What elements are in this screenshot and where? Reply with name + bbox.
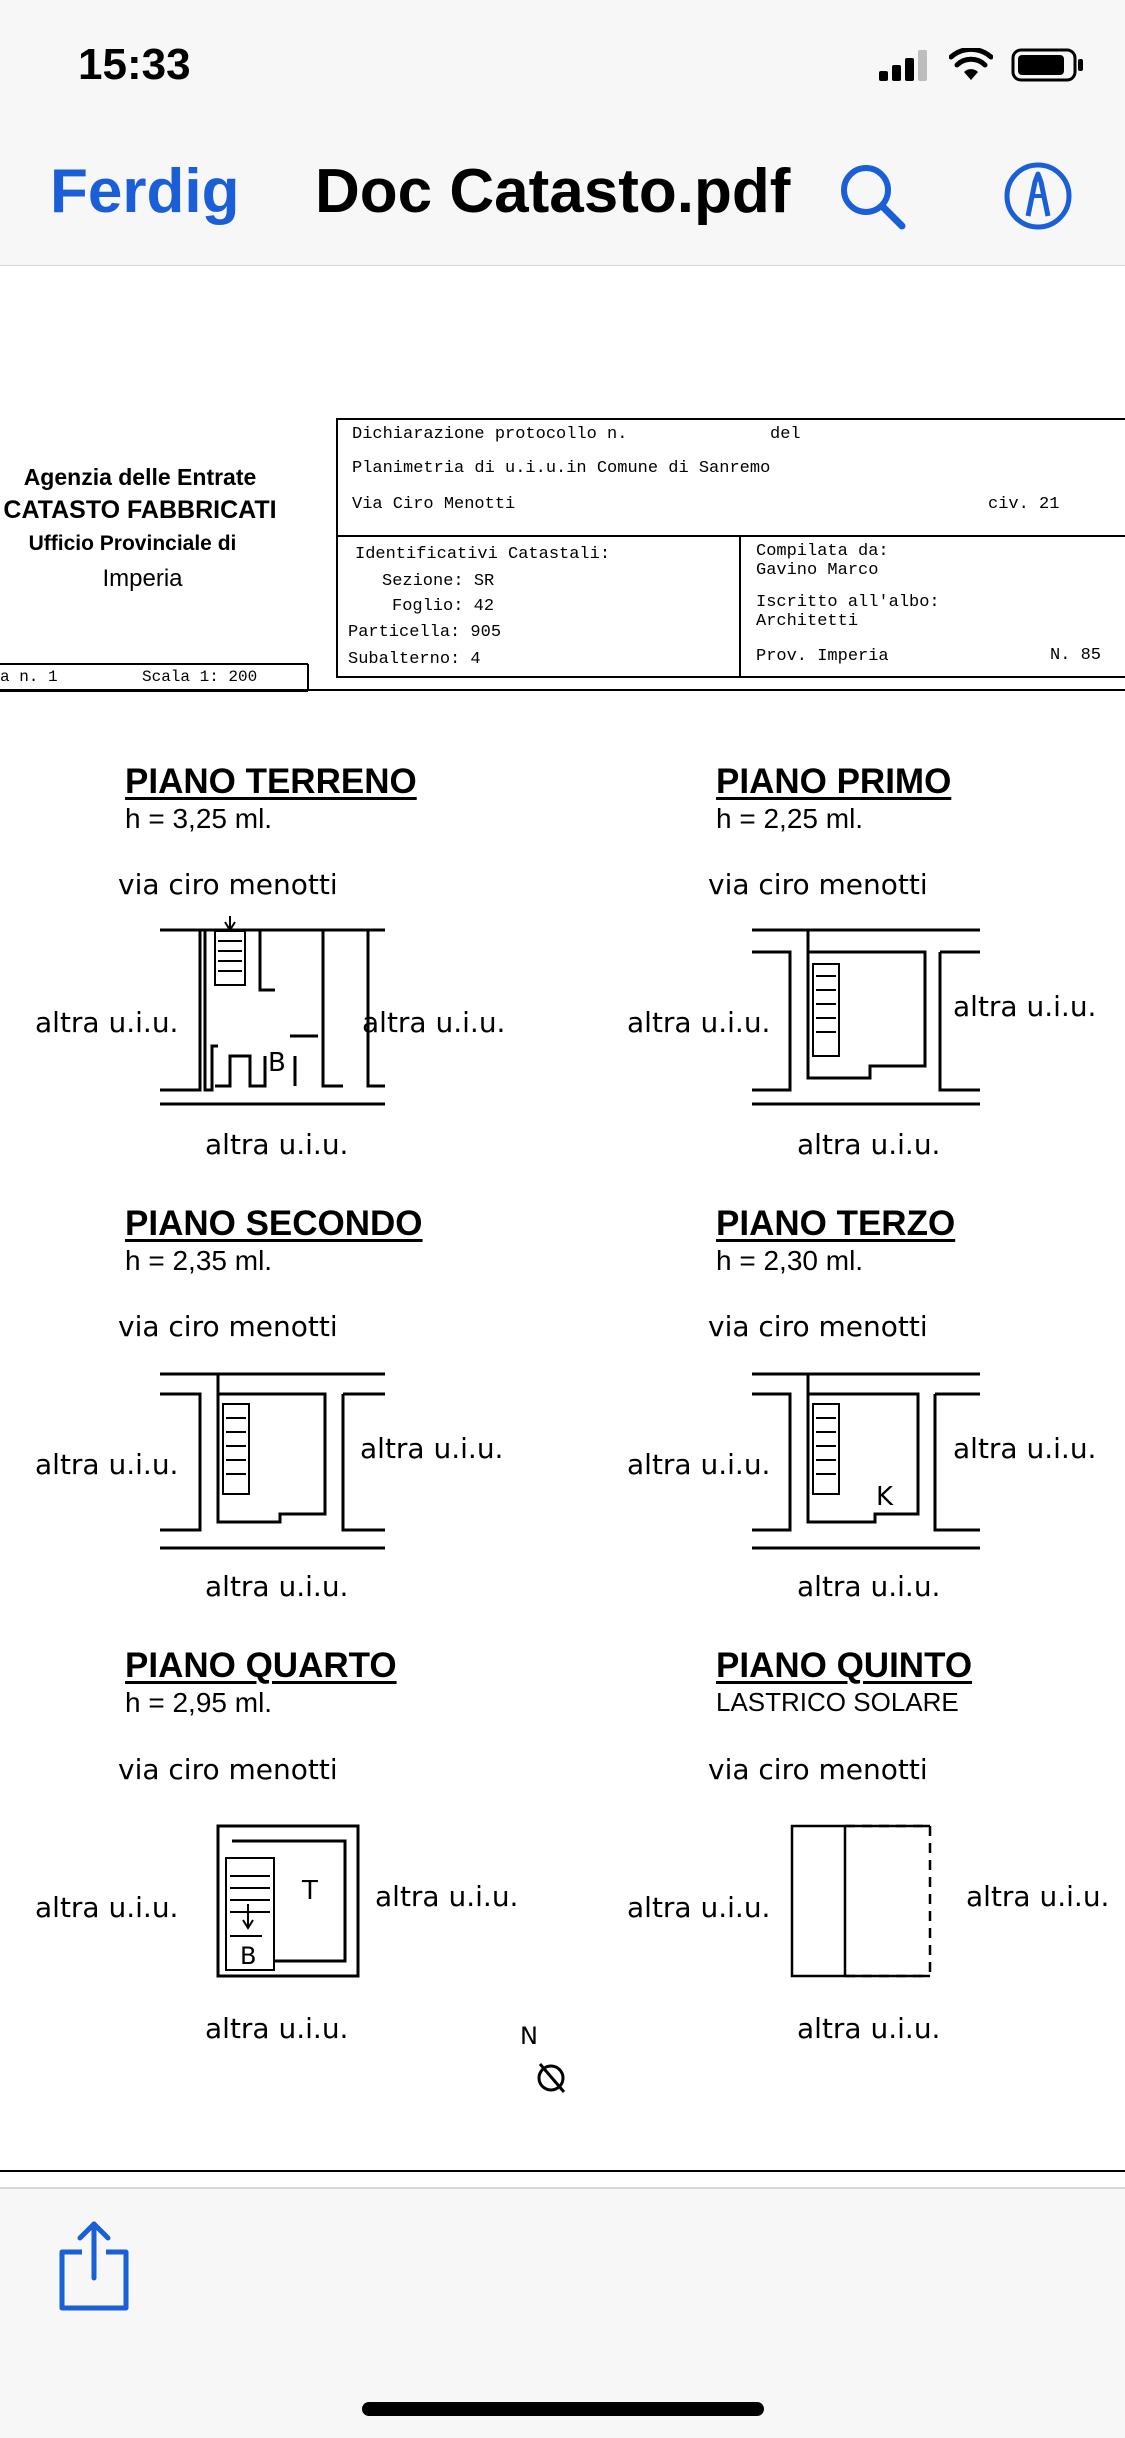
share-icon — [54, 2218, 134, 2314]
room-label-b: B — [240, 1942, 257, 1970]
neighbor-unit-label: altra u.i.u. — [627, 1891, 771, 1924]
document-title: Doc Catasto.pdf — [315, 157, 791, 226]
neighbor-unit-label: altra u.i.u. — [966, 1880, 1110, 1913]
header-sezione: Sezione: SR — [382, 572, 495, 591]
room-label-k: K — [876, 1482, 894, 1512]
neighbor-unit-label: altra u.i.u. — [797, 2012, 941, 2045]
header-registry-number: N. 85 — [1050, 646, 1102, 665]
neighbor-unit-label: altra u.i.u. — [627, 1006, 771, 1039]
street-label: via ciro menotti — [118, 1310, 338, 1343]
neighbor-unit-label: altra u.i.u. — [375, 1880, 519, 1913]
header-province: Prov. Imperia — [756, 647, 889, 666]
neighbor-unit-label: altra u.i.u. — [953, 1432, 1097, 1465]
room-label-b: B — [268, 1048, 286, 1078]
status-icons — [879, 48, 1085, 82]
neighbor-unit-label: altra u.i.u. — [35, 1006, 179, 1039]
neighbor-unit-label: altra u.i.u. — [35, 1448, 179, 1481]
plan-title-terreno: PIANO TERRENO — [125, 762, 417, 801]
neighbor-unit-label: altra u.i.u. — [953, 990, 1097, 1023]
plan-title-quarto: PIANO QUARTO — [125, 1646, 397, 1685]
street-label: via ciro menotti — [708, 1310, 928, 1343]
plan-piano-quarto — [218, 1826, 358, 1976]
plan-height-primo: h = 2,25 ml. — [716, 803, 864, 834]
neighbor-unit-label: altra u.i.u. — [205, 1128, 349, 1161]
plan-piano-primo — [752, 930, 980, 1104]
home-indicator[interactable] — [362, 2402, 764, 2416]
street-label: via ciro menotti — [118, 868, 338, 901]
header-compilata-name: Gavino Marco — [756, 561, 879, 580]
header-iscritto: Iscritto all'albo: — [756, 593, 940, 612]
header-protocol-del: del — [770, 425, 801, 444]
plan-height-secondo: h = 2,35 ml. — [125, 1245, 273, 1276]
search-button[interactable] — [836, 160, 908, 232]
header-iscritto-value: Architetti — [756, 612, 859, 631]
plan-title-secondo: PIANO SECONDO — [125, 1204, 423, 1243]
battery-icon — [1011, 48, 1085, 82]
agency-city: Imperia — [102, 565, 183, 592]
plan-title-primo: PIANO PRIMO — [716, 762, 952, 801]
header-particella: Particella: 905 — [348, 623, 502, 642]
plan-title-terzo: PIANO TERZO — [716, 1204, 956, 1243]
agency-office: Ufficio Provinciale di — [28, 532, 237, 555]
plan-subtitle-quinto: LASTRICO SOLARE — [716, 1687, 959, 1717]
header-planimetria: Planimetria di u.i.u.in Comune di Sanremo — [352, 459, 771, 478]
header-protocol-label: Dichiarazione protocollo n. — [352, 425, 628, 444]
street-label: via ciro menotti — [708, 1753, 928, 1786]
plan-height-terreno: h = 3,25 ml. — [125, 803, 273, 834]
street-label: via ciro menotti — [708, 868, 928, 901]
street-label: via ciro menotti — [118, 1753, 338, 1786]
bottom-toolbar — [0, 2187, 1125, 2438]
plan-piano-terzo — [752, 1374, 980, 1548]
plan-piano-secondo — [160, 1374, 385, 1548]
plan-height-terzo: h = 2,30 ml. — [716, 1245, 864, 1276]
neighbor-unit-label: altra u.i.u. — [627, 1448, 771, 1481]
header-compilata: Compilata da: — [756, 542, 889, 561]
agency-name: Agenzia delle Entrate — [23, 464, 257, 490]
share-button[interactable] — [54, 2218, 134, 2314]
plan-piano-quinto — [792, 1826, 930, 1976]
plan-title-quinto: PIANO QUINTO — [716, 1646, 973, 1685]
neighbor-unit-label: altra u.i.u. — [362, 1006, 506, 1039]
status-time: 15:33 — [78, 40, 191, 89]
north-arrow-symbol — [539, 2064, 564, 2092]
header-subalterno: Subalterno: 4 — [348, 650, 481, 669]
north-label: N — [520, 2022, 538, 2050]
cellular-signal-icon — [879, 49, 931, 81]
neighbor-unit-label: altra u.i.u. — [205, 1570, 349, 1603]
markup-button[interactable] — [1002, 160, 1074, 232]
neighbor-unit-label: altra u.i.u. — [797, 1570, 941, 1603]
markup-pen-icon — [1002, 160, 1074, 232]
neighbor-unit-label: altra u.i.u. — [360, 1432, 504, 1465]
search-icon — [836, 160, 908, 232]
neighbor-unit-label: altra u.i.u. — [797, 1128, 941, 1161]
agency-catasto: CATASTO FABBRICATI — [3, 496, 277, 524]
pdf-page[interactable] — [0, 266, 1125, 2173]
done-button[interactable]: Ferdig — [50, 157, 240, 226]
plan-height-quarto: h = 2,95 ml. — [125, 1687, 273, 1718]
header-foglio: Foglio: 42 — [392, 597, 495, 616]
neighbor-unit-label: altra u.i.u. — [205, 2012, 349, 2045]
neighbor-unit-label: altra u.i.u. — [35, 1891, 179, 1924]
sheet-number: a n. 1 — [0, 668, 58, 686]
room-label-t: T — [302, 1876, 318, 1906]
header-address: Via Ciro Menotti — [352, 495, 516, 514]
header-civic-number: civ. 21 — [988, 495, 1060, 514]
scale-label: Scala 1: 200 — [142, 668, 258, 686]
wifi-icon — [949, 48, 993, 82]
header-identificativi: Identificativi Catastali: — [355, 545, 611, 564]
